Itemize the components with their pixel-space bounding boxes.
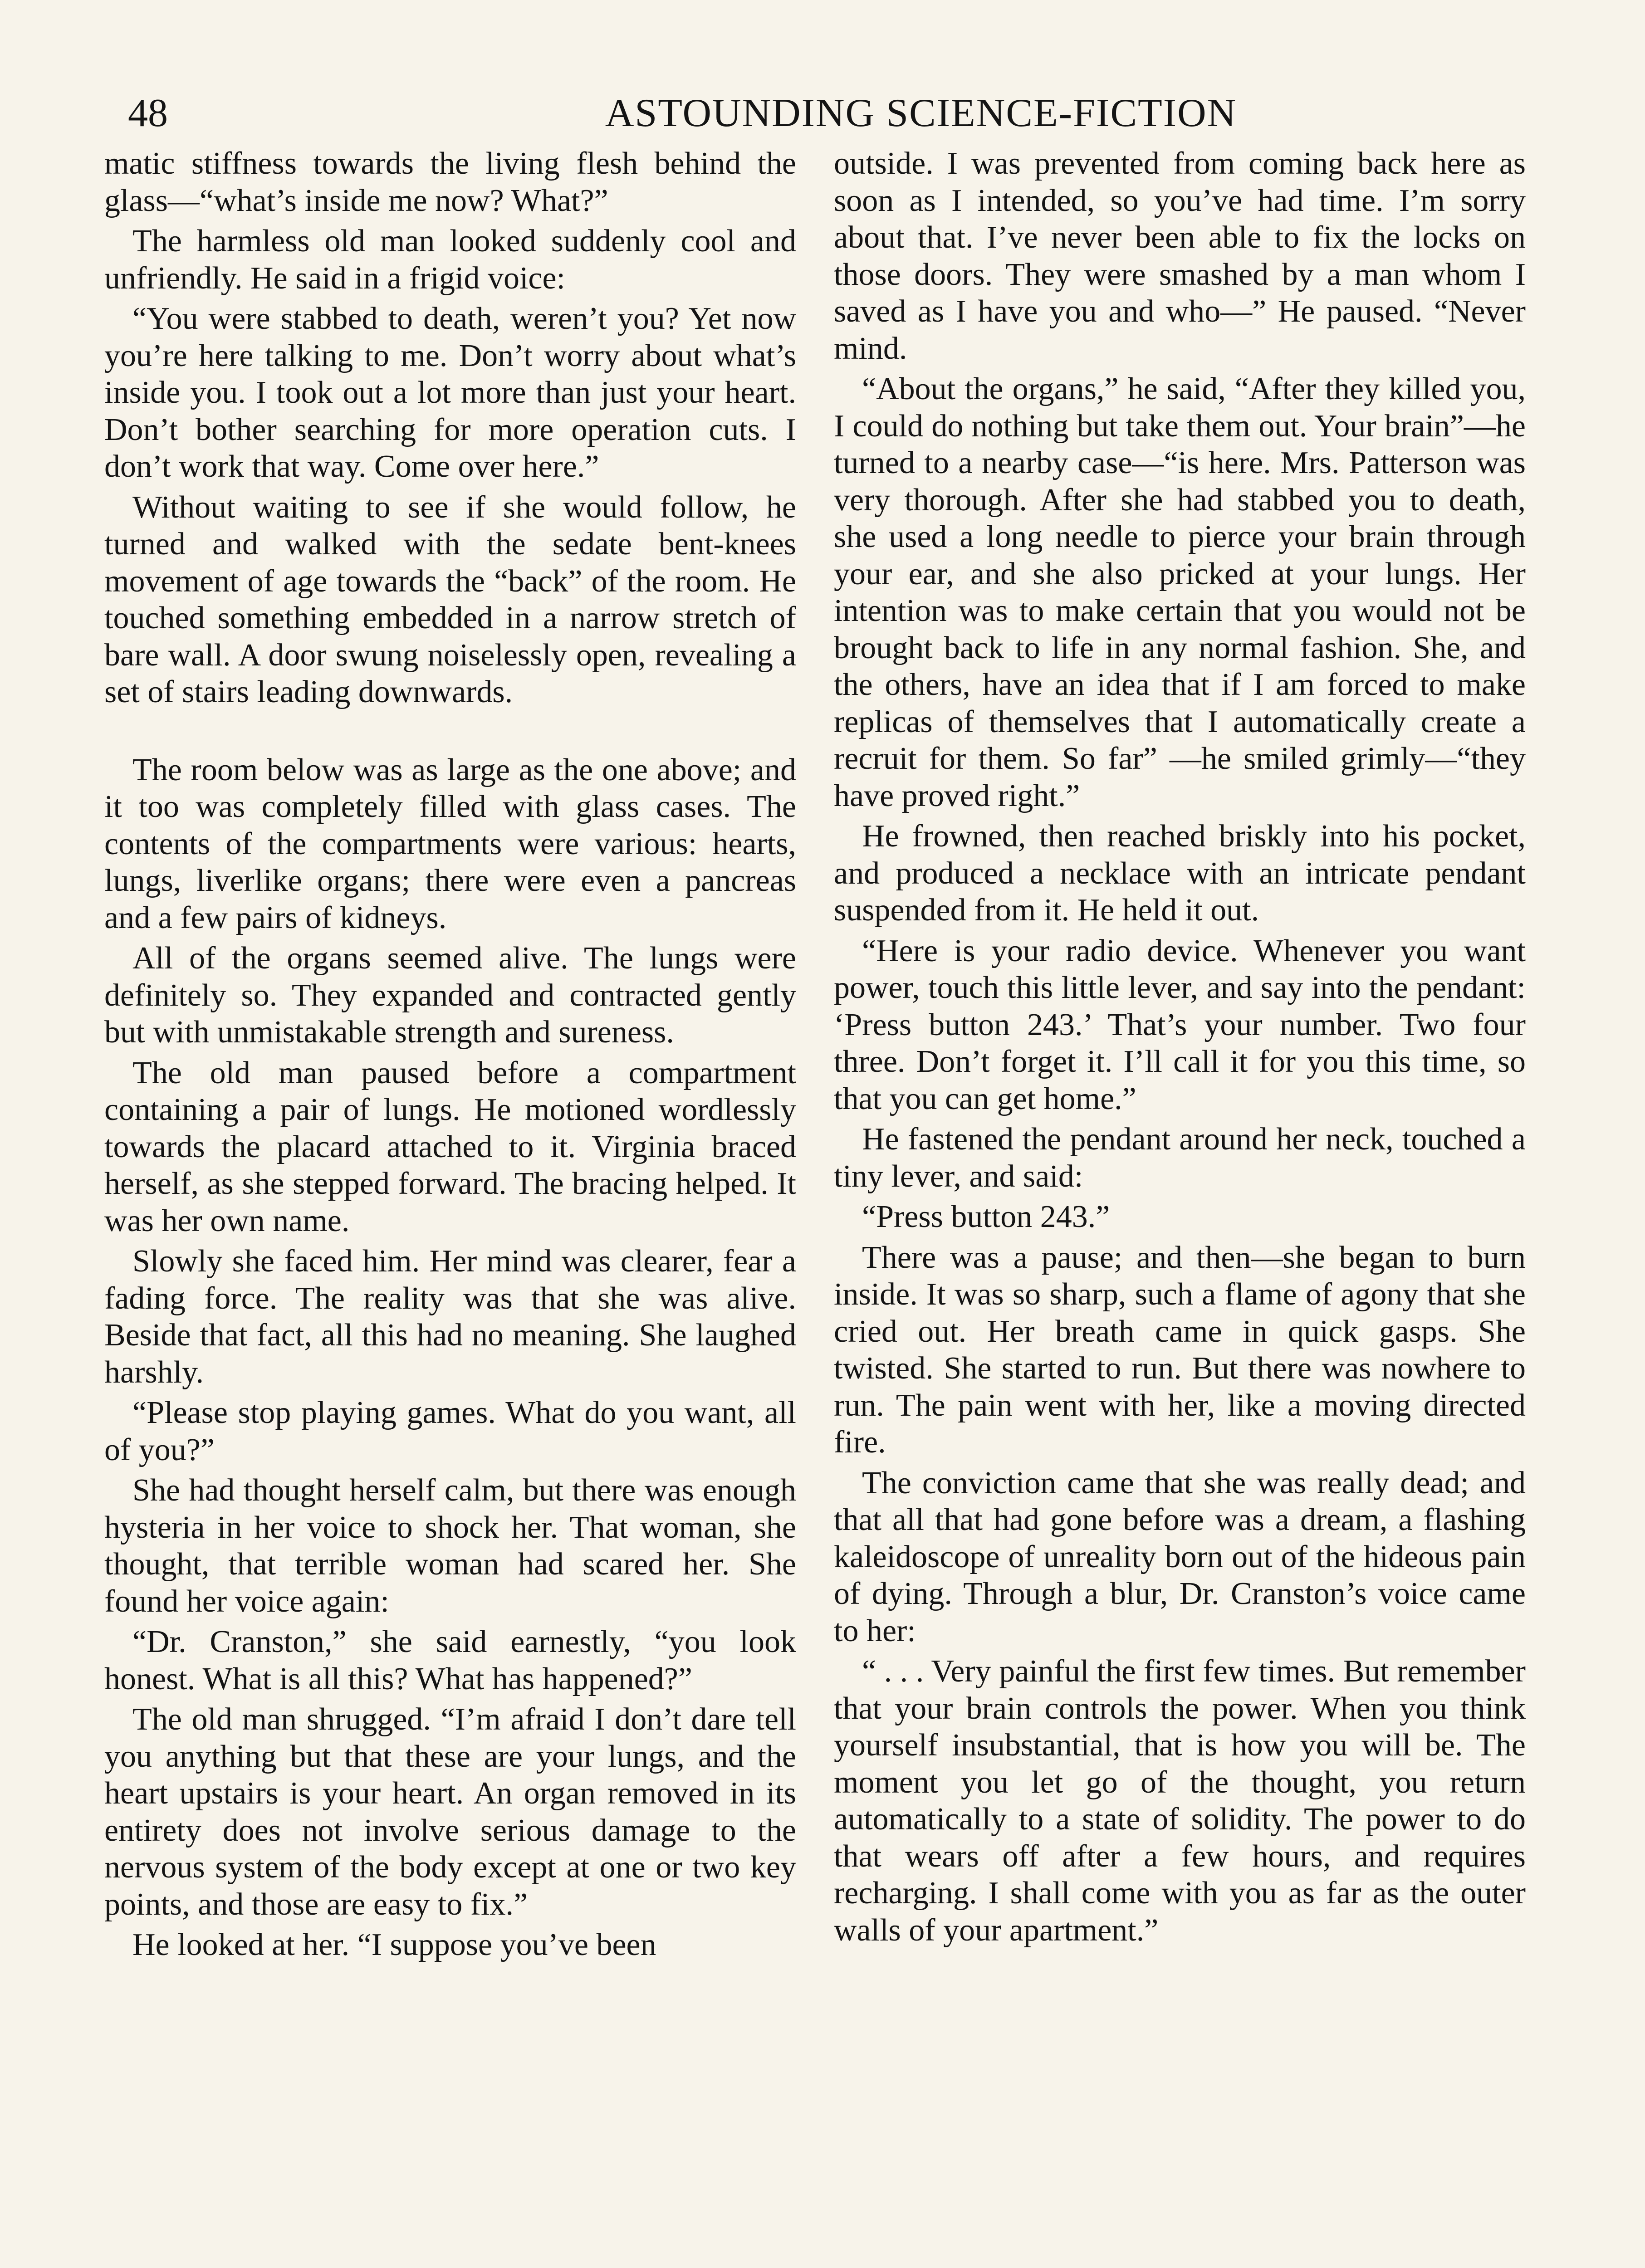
running-title: ASTOUNDING SCIENCE-FICTION — [605, 91, 1237, 135]
left-column — [104, 145, 796, 2268]
paragraph: outside. I was prevented from coming back here as soon as I intended, so you’ve had time. I’m sorry about that. I’ve never been able to fix the locks on those doors. They were smashed by a man whom I saved as I have you and who—” He paused. “Never mind. — [834, 146, 1526, 366]
paragraph: She had thought herself calm, but there was enough hysteria in her voice to shock her. That woman, she thought, that terrible woman had scared her. She found her voice again: — [104, 1473, 796, 1619]
paragraph: The room below was as large as the one above; and it too was completely filled with glass cases. The contents of the compartments were various: hearts, lungs, liverlike organs; there were even a pancreas and a few pairs of kidneys. — [104, 752, 796, 935]
page-header — [113, 82, 1538, 145]
paragraph: All of the organs seemed alive. The lungs were definitely so. They expanded and contracted gently but with unmistakable strength and sureness. — [104, 941, 796, 1050]
paragraph: Slowly she faced him. Her mind was clearer, fear a fading force. The reality was that she was alive. Beside that fact, all this had no meaning. She laughed harshly. — [104, 1244, 796, 1390]
paragraph: He looked at her. “I suppose you’ve been — [132, 1927, 656, 1962]
paragraph: “Here is your radio device. Whenever you want power, touch this little lever, and say into the pendant: ‘Press button 243.’ That’s your number. Two four three. Don’t forget it. I’ll call it for you this time, so that you can get home.” — [834, 933, 1526, 1116]
paragraph: Without waiting to see if she would follow, he turned and walked with the sedate bent-knees movement of age towards the “back” of the room. He touched something embedded in a narrow stretch of bare wall. A door swung noiselessly open, revealing a set of stairs leading downwards. — [104, 489, 796, 709]
paragraph: matic stiffness towards the living flesh behind the glass—“what’s inside me now? What?” — [104, 146, 796, 218]
paragraph: “Press button 243.” — [862, 1199, 1110, 1234]
paragraph: “You were stabbed to death, weren’t you? Yet now you’re here talking to me. Don’t worry about what’s inside you. I took out a lot more than just your heart. Don’t bother searching for more operation cuts. I don’t work that way. Come over here.” — [104, 301, 796, 484]
paragraph: “ . . . Very painful the first few times. But remember that your brain controls the power. When you think yourself insubstantial, that is how you will be. The moment you let go of the thought, you return automatically to a state of solidity. The power to do that wears off after a few hours, and requires recharging. I shall come with you as far as the outer walls of your apartment.” — [834, 1654, 1526, 1948]
paragraph: The old man shrugged. “I’m afraid I don’t dare tell you anything but that these are your lungs, and the heart upstairs is your heart. An organ removed in its entirety does not involve serious damage to the nervous system of the body except at one or two key points, and those are easy to fix.” — [104, 1702, 796, 1922]
right-column — [834, 145, 1526, 2268]
paragraph: “About the organs,” he said, “After they killed you, I could do nothing but take them out. Your brain”—he turned to a nearby case—“is here. Mrs. Patterson was very thorough. After she had stabbed you to death, she used a long needle to pierce your brain through your ear, and she also pricked at your lungs. Her intention was to make certain that you would not be brought back to life in any normal fashion. She, and the others, have an idea that if I am forced to make replicas of themselves that I automatically create a recruit for them. So far” —he smiled grimly—“they have proved right.” — [834, 371, 1526, 813]
paragraph: The conviction came that she was really dead; and that all that had gone before was a dream, a flashing kaleidoscope of unreality born out of the hideous pain of dying. Through a blur, Dr. Cranston’s voice came to her: — [834, 1465, 1526, 1648]
paragraph: There was a pause; and then—she began to burn inside. It was so sharp, such a flame of agony that she cried out. Her breath came in quick gasps. She twisted. She started to run. But there was nowhere to run. The pain went with her, like a moving directed fire. — [834, 1240, 1526, 1460]
paragraph: He fastened the pendant around her neck, touched a tiny lever, and said: — [834, 1122, 1526, 1194]
paragraph: “Dr. Cranston,” she said earnestly, “you look honest. What is all this? What has happened?” — [104, 1624, 796, 1696]
page-number: 48 — [128, 91, 168, 135]
paragraph: He frowned, then reached briskly into his pocket, and produced a necklace with an intricate pendant suspended from it. He held it out. — [834, 819, 1526, 928]
paragraph: The old man paused before a compartment containing a pair of lungs. He motioned wordlessly towards the placard attached to it. Virginia braced herself, as she stepped forward. The bracing helped. It was her own name. — [104, 1055, 796, 1238]
paragraph: “Please stop playing games. What do you want, all of you?” — [104, 1395, 796, 1467]
paragraph: The harmless old man looked suddenly cool and unfriendly. He said in a frigid voice: — [104, 224, 796, 296]
